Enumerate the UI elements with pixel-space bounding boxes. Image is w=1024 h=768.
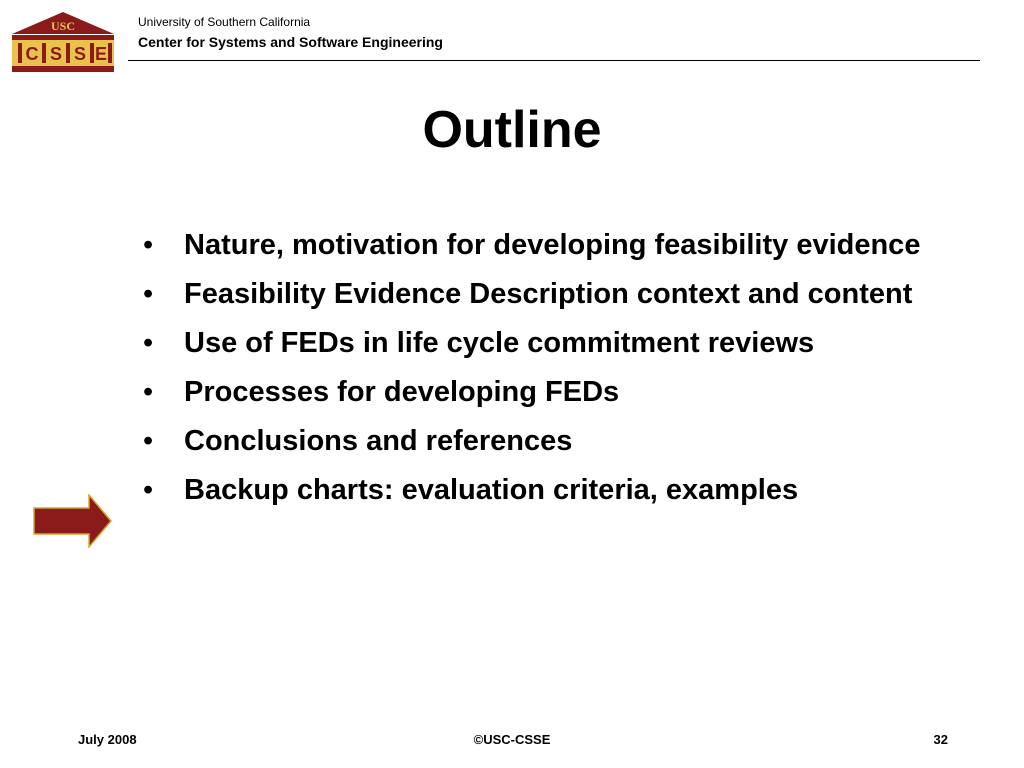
outline-item-current bbox=[143, 421, 963, 462]
outline-item-text: Conclusions and references bbox=[184, 425, 573, 457]
outline-item-text: Use of FEDs in life cycle commitment reviews bbox=[184, 327, 815, 359]
outline-list bbox=[143, 225, 963, 519]
footer-date: July 2008 bbox=[78, 732, 137, 747]
logo-usc-text: USC bbox=[50, 19, 76, 33]
footer-copyright: ©USC-CSSE bbox=[473, 732, 551, 747]
outline-item bbox=[143, 323, 963, 364]
outline-item-text: Backup charts: evaluation criteria, examples bbox=[184, 474, 799, 506]
logo-letter: S bbox=[73, 44, 87, 64]
slide-title: Outline bbox=[422, 101, 602, 159]
outline-item bbox=[143, 225, 963, 266]
bullet-icon: • bbox=[143, 425, 154, 457]
outline-item bbox=[143, 274, 963, 315]
outline-item bbox=[143, 470, 963, 511]
page-number: 32 bbox=[933, 732, 948, 747]
outline-item-text: Feasibility Evidence Description context and content bbox=[184, 278, 913, 310]
current-section-arrow-icon bbox=[33, 494, 113, 548]
usc-csse-logo bbox=[8, 10, 118, 74]
outline-item-text: Processes for developing FEDs bbox=[184, 376, 620, 408]
university-name: University of Southern California bbox=[138, 15, 311, 29]
logo-letter: E bbox=[94, 44, 108, 64]
bullet-icon: • bbox=[143, 229, 154, 261]
center-name: Center for Systems and Software Engineering bbox=[138, 34, 443, 50]
outline-item bbox=[143, 372, 963, 413]
outline-item-text: Nature, motivation for developing feasibility evidence bbox=[184, 229, 921, 261]
bullet-icon: • bbox=[143, 278, 154, 310]
bullet-icon: • bbox=[143, 376, 154, 408]
bullet-icon: • bbox=[143, 327, 154, 359]
bullet-icon: • bbox=[143, 474, 154, 506]
logo-letter: S bbox=[49, 44, 63, 64]
logo-letter: C bbox=[25, 44, 39, 64]
header-divider bbox=[128, 60, 980, 61]
